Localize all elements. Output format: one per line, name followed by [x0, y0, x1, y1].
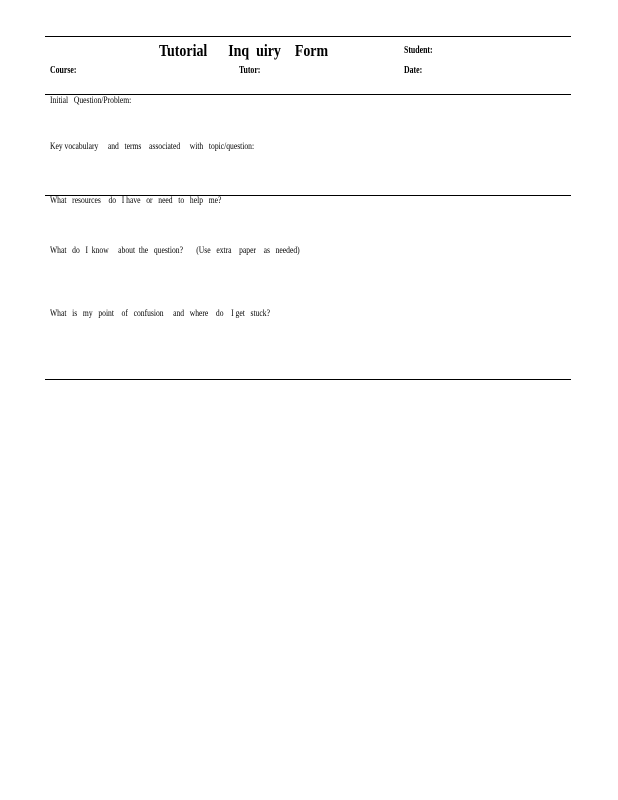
resources-question-label: What resources do I have or need to help me?: [50, 196, 222, 206]
top-rule: [45, 36, 571, 37]
confusion-question-label: What is my point of confusion and where do I get stuck?: [50, 309, 270, 319]
key-vocabulary-label: Key vocabulary and terms associated with topic/question:: [50, 142, 255, 152]
tutor-label: Tutor:: [239, 65, 261, 76]
initial-question-label: Initial Question/Problem:: [50, 96, 132, 106]
course-label: Course:: [50, 65, 77, 76]
know-question-label: What do I know about the question? (Use extra paper as needed): [50, 246, 300, 256]
student-label: Student:: [404, 45, 433, 56]
bottom-rule: [45, 379, 571, 380]
date-label: Date:: [404, 65, 423, 76]
form-title: Tutorial Inq uiry Form: [159, 41, 329, 60]
header-bottom-rule: [45, 94, 571, 95]
